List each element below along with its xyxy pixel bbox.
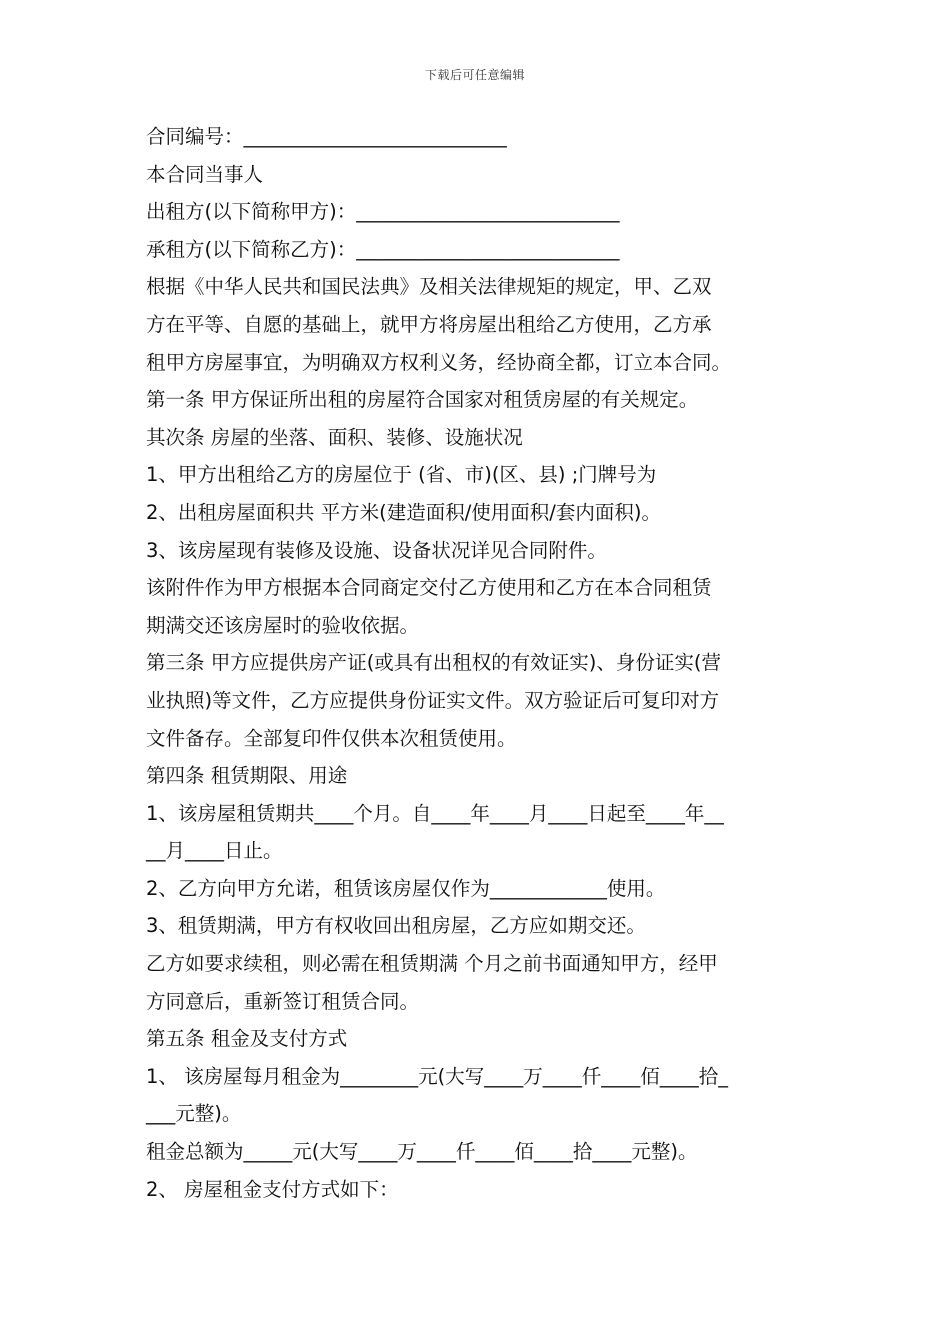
article-5-item: ___元整)。 (146, 1102, 242, 1126)
article-2-item: 3、该房屋现有装修及设施、设备状况详见合同附件。 (146, 538, 607, 562)
article-4-item: 3、租赁期满，甲方有权收回出租房屋，乙方应如期交还。 (146, 914, 646, 938)
article-5-item: 1、 该房屋每月租金为________元(大写____万____仟____佰____拾_ (146, 1064, 728, 1088)
contract-number-line: 合同编号：___________________________ (146, 125, 507, 148)
article-3-line: 业执照)等文件，乙方应提供身份证实文件。双方验证后可复印对方 (146, 688, 720, 712)
article-4-item: 1、该房屋租赁期共____个月。自____年____月____日起至____年__ (146, 801, 724, 825)
article-5-item: 2、 房屋租金支付方式如下： (146, 1177, 399, 1201)
article-4-item: 2、乙方向甲方允诺，租赁该房屋仅作为____________使用。 (146, 876, 666, 900)
article-3-line: 第三条 甲方应提供房产证(或具有出租权的有效证实)、身份证实(营 (146, 651, 722, 675)
preamble-line: 方在平等、自愿的基础上，就甲方将房屋出租给乙方使用，乙方承 (146, 312, 712, 336)
contract-body (146, 118, 816, 1208)
article-4-item: __月____日止。 (146, 839, 283, 863)
parties-heading: 本合同当事人 (146, 162, 264, 186)
rent-total-line: 租金总额为_____元(大写____万____仟____佰____拾____元整)。 (146, 1140, 698, 1164)
renewal-line: 方同意后，重新签订租赁合同。 (146, 989, 420, 1013)
attachment-note-line: 该附件作为甲方根据本合同商定交付乙方使用和乙方在本合同租赁 (146, 576, 712, 600)
attachment-note-line: 期满交还该房屋时的验收依据。 (146, 613, 420, 637)
article-3-line: 文件备存。全部复印件仅供本次租赁使用。 (146, 726, 517, 750)
article-2-item: 2、出租房屋面积共 平方米(建造面积/使用面积/套内面积)。 (146, 500, 661, 524)
page-header: 下载后可任意编辑 (424, 68, 525, 82)
preamble-line: 根据《中华人民共和国民法典》及相关法律规矩的规定，甲、乙双 (146, 275, 712, 299)
preamble-line: 租甲方房屋事宜，为明确双方权利义务，经协商全都，订立本合同。 (146, 350, 732, 374)
article-2-heading: 其次条 房屋的坐落、面积、装修、设施状况 (146, 425, 523, 449)
article-4-heading: 第四条 租赁期限、用途 (146, 764, 348, 788)
lessee-line: 承租方(以下简称乙方)：___________________________ (146, 237, 620, 261)
renewal-line: 乙方如要求续租，则必需在租赁期满 个月之前书面通知甲方，经甲 (146, 952, 718, 976)
article-1-line: 第一条 甲方保证所出租的房屋符合国家对租赁房屋的有关规定。 (146, 388, 699, 412)
article-2-item: 1、甲方出租给乙方的房屋位于 (省、市)(区、县) ;门牌号为 (146, 463, 657, 487)
article-5-heading: 第五条 租金及支付方式 (146, 1027, 348, 1051)
lessor-line: 出租方(以下简称甲方)：___________________________ (146, 200, 620, 224)
